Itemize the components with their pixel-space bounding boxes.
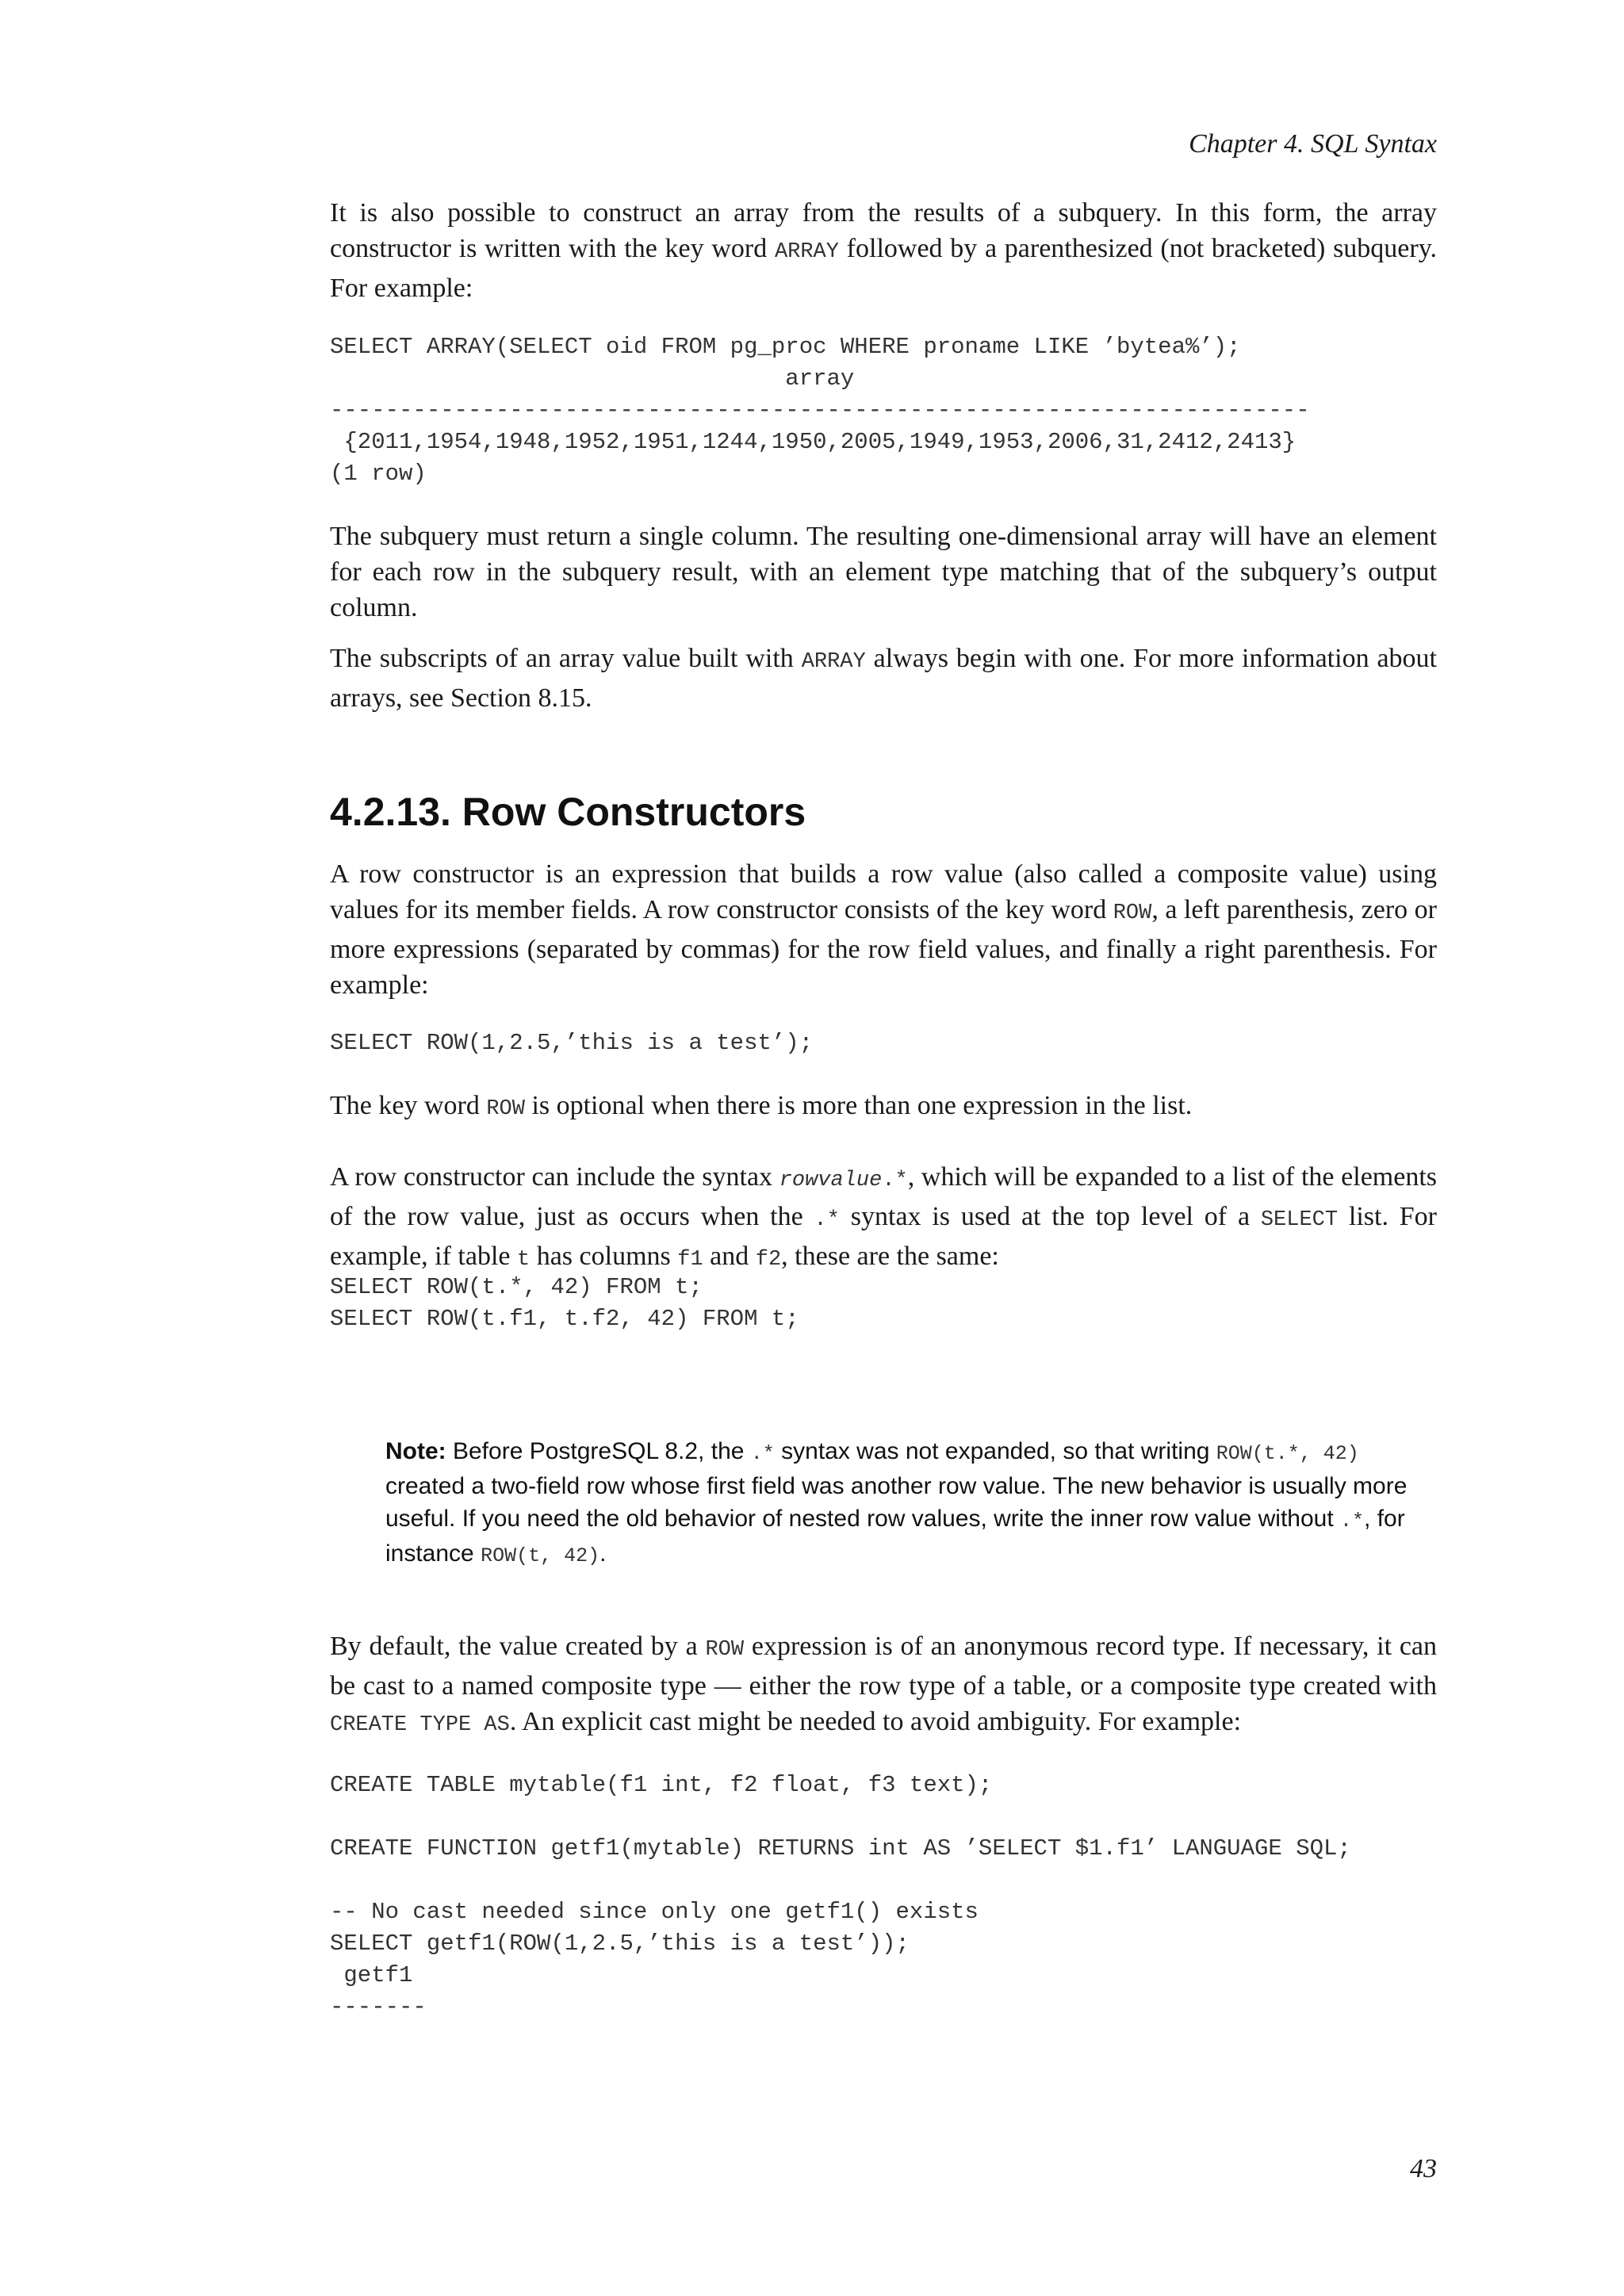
inline-code: ROW(t.*, 42): [1216, 1442, 1359, 1465]
text: always begin with one. For more information about arrays, see Section 8.15.: [330, 644, 1438, 713]
code-line: SELECT ROW(1,2.5,’this is a test’);: [330, 1030, 814, 1056]
text: expression is of an anonymous record type. If necessary, it can be cast to a named composite type — either the row type of a table, or a composite type created with: [330, 1632, 1438, 1701]
text: , these are the same:: [781, 1242, 999, 1271]
code-block-array-example: [330, 331, 1437, 490]
inline-code: ROW: [705, 1638, 745, 1662]
note-label: Note:: [385, 1438, 446, 1464]
paragraph-subquery-single-column: The subquery must return a single column. The resulting one-dimensional array will have an element for each row in the subquery result, with an element type matching that of the subquery’s output column.: [330, 522, 1437, 622]
inline-code: ROW(t, 42): [481, 1544, 600, 1567]
inline-code: .*: [1340, 1510, 1365, 1533]
code-line: -------: [330, 1994, 427, 2020]
text: syntax was not expanded, so that writing: [774, 1438, 1216, 1464]
inline-code: ROW: [486, 1097, 525, 1121]
code-line: {2011,1954,1948,1952,1951,1244,1950,2005,1949,1953,2006,31,2412,2413}: [330, 429, 1297, 455]
inline-code: f2: [755, 1248, 782, 1272]
text: The key word: [330, 1091, 487, 1120]
running-header: Chapter 4. SQL Syntax: [1189, 129, 1437, 159]
text: .: [599, 1540, 607, 1567]
code-line: SELECT ROW(t.f1, t.f2, 42) FROM t;: [330, 1306, 799, 1332]
text: , for instance: [385, 1506, 1405, 1567]
code-line: -----------------------------------------------------------------------: [330, 397, 1310, 423]
text: By default, the value created by a: [330, 1632, 706, 1661]
page-number: 43: [1410, 2154, 1437, 2183]
code-line: -- No cast needed since only one getf1() exists: [330, 1899, 979, 1925]
note-box: [385, 1435, 1437, 1572]
inline-code-italic: rowvalue: [779, 1169, 883, 1192]
text: The subscripts of an array value built with: [330, 644, 802, 673]
text: followed by a parenthesized (not bracketed) subquery. For example:: [330, 234, 1438, 303]
inline-code: ARRAY: [774, 240, 839, 264]
code-line: array: [330, 365, 855, 392]
text: Before PostgreSQL 8.2, the: [446, 1438, 751, 1464]
text: created a two-field row whose first field was another row value. The new behavior is usually more useful. If you need the old behavior of nested row values, write the inner row value without: [385, 1473, 1408, 1532]
text: A row constructor can include the syntax: [330, 1162, 779, 1192]
paragraph-row-optional: [330, 1088, 1437, 1127]
text: and: [703, 1242, 756, 1271]
text: is optional when there is more than one expression in the list.: [524, 1091, 1193, 1120]
inline-code: .*: [814, 1208, 840, 1232]
inline-code: t: [517, 1248, 530, 1272]
paragraph-rowvalue-syntax: [330, 1159, 1437, 1278]
paragraph-default-record-type: [330, 1628, 1437, 1743]
text: It is also possible to construct an array from the results of a subquery. In this form, the array constructor is written with the key word: [330, 198, 1437, 263]
code-block-row-star: [330, 1272, 1437, 1335]
code-line: CREATE FUNCTION getf1(mytable) RETURNS int AS ’SELECT $1.f1’ LANGUAGE SQL;: [330, 1835, 1351, 1862]
inline-code: .*: [882, 1169, 908, 1192]
inline-code: ARRAY: [801, 650, 866, 674]
code-line: getf1: [330, 1962, 413, 1988]
section-heading: 4.2.13. Row Constructors: [330, 790, 806, 834]
text: A row constructor is an expression that builds a row value (also called a composite value) using values for its member fields. A row constructor consists of the key word: [330, 859, 1437, 924]
paragraph-subscripts: [330, 641, 1437, 716]
inline-code: SELECT: [1260, 1208, 1339, 1232]
code-line: SELECT getf1(ROW(1,2.5,’this is a test’));: [330, 1931, 910, 1957]
code-block-row-example: [330, 1027, 1437, 1059]
code-line: (1 row): [330, 461, 427, 487]
inline-code: [779, 1169, 908, 1192]
inline-code: .*: [750, 1442, 775, 1465]
paragraph-array-subquery: [330, 195, 1437, 306]
paragraph-row-constructor: [330, 856, 1437, 1003]
text: , which will be expanded to a list of the elements of the row value, just as occurs when the: [330, 1162, 1437, 1231]
inline-code: f1: [677, 1248, 703, 1272]
inline-code: ROW: [1113, 901, 1152, 925]
text: . An explicit cast might be needed to avoid ambiguity. For example:: [509, 1707, 1242, 1736]
text: , a left parenthesis, zero or more expressions (separated by commas) for the row field values, and finally a right parenthesis. For example:: [330, 895, 1437, 1000]
text: list. For example, if table: [330, 1202, 1438, 1271]
code-line: SELECT ROW(t.*, 42) FROM t;: [330, 1274, 703, 1300]
inline-code: CREATE TYPE AS: [330, 1713, 510, 1737]
text: has columns: [530, 1242, 678, 1271]
code-block-cast-example: [330, 1770, 1437, 2023]
code-line: SELECT ARRAY(SELECT oid FROM pg_proc WHERE proname LIKE ’bytea%’);: [330, 334, 1241, 360]
text: syntax is used at the top level of a: [839, 1202, 1261, 1231]
code-line: CREATE TABLE mytable(f1 int, f2 float, f3 text);: [330, 1772, 993, 1798]
